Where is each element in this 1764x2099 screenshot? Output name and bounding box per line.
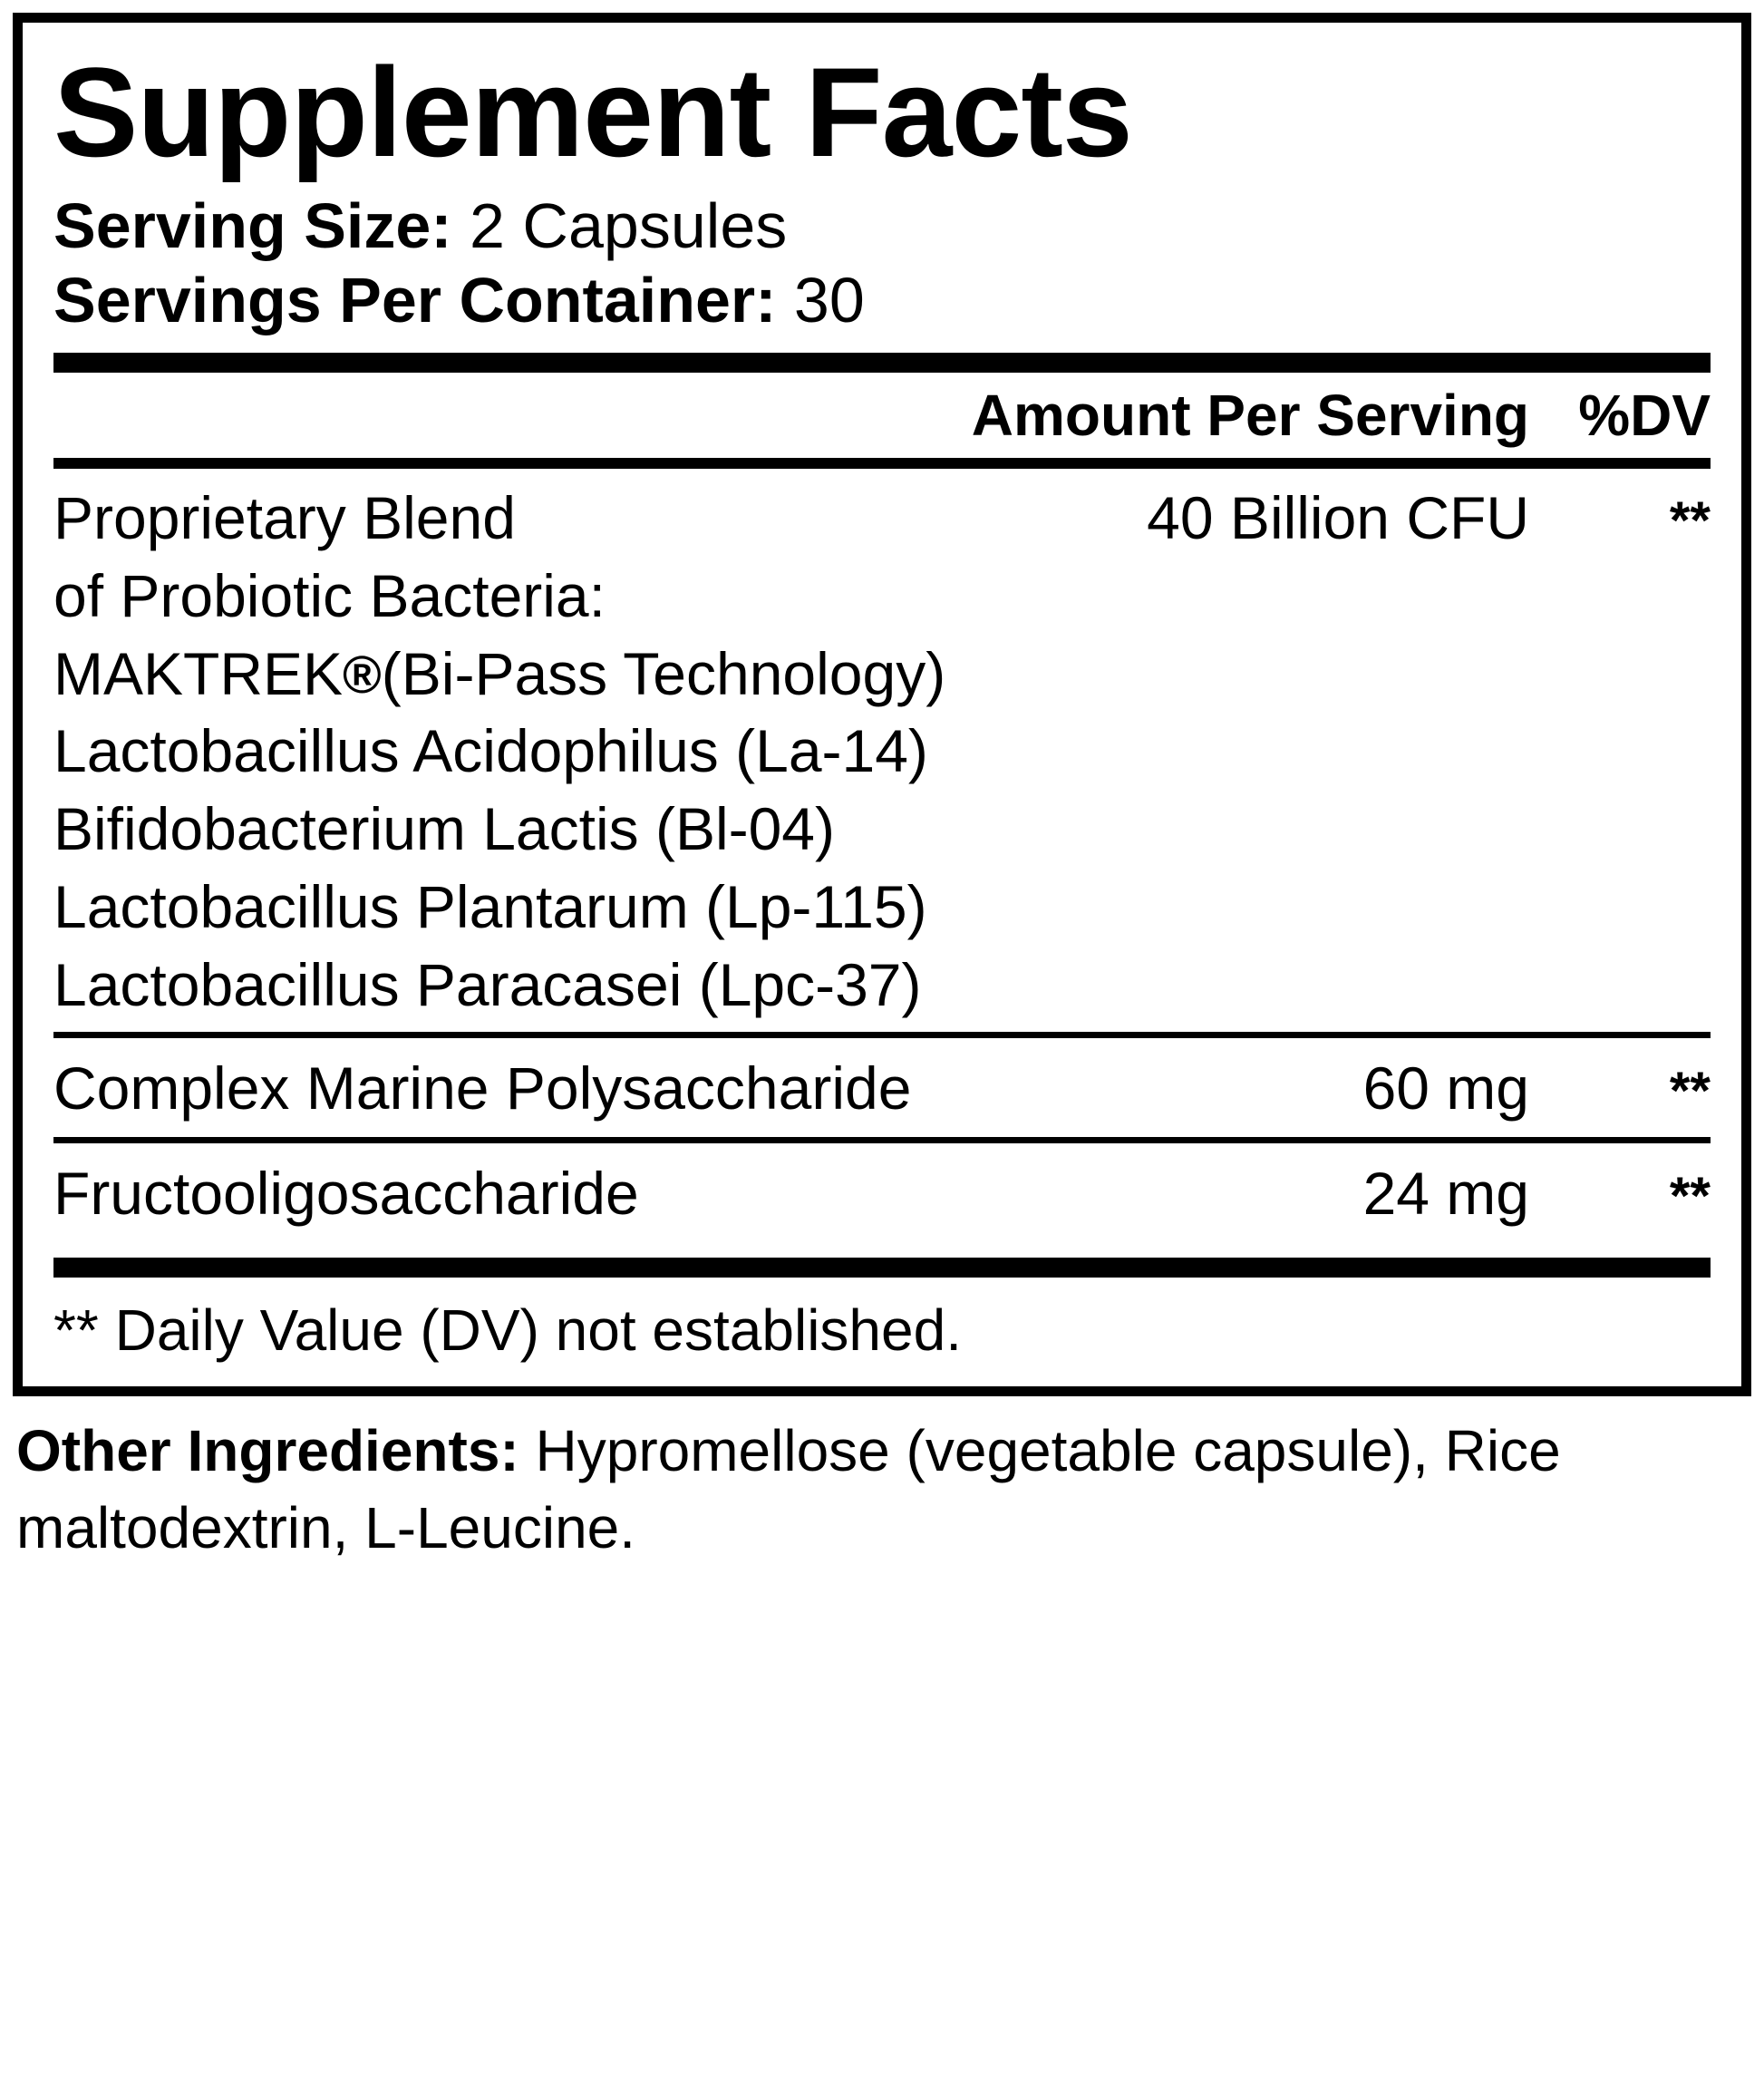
servings-per-container-line <box>53 263 1711 338</box>
supplement-facts-panel <box>13 13 1751 1396</box>
proprietary-blend-amount: 40 Billion CFU <box>1147 483 1529 551</box>
ingredient-dv: ** <box>1669 1061 1711 1121</box>
servings-per-container-value: 30 <box>793 265 865 336</box>
ingredient-amount: 24 mg <box>1362 1160 1529 1228</box>
other-ingredients-label: Other Ingredients: <box>16 1418 519 1484</box>
ingredient-row-fructooligosaccharide <box>53 1143 1711 1243</box>
strain-item-paracasei: Lactobacillus Paracasei (Lpc-37) <box>53 950 922 1018</box>
proprietary-blend-name-line2: of Probiotic Bacteria: <box>53 561 606 629</box>
serving-size-line <box>53 189 1711 264</box>
strain-suffix: (Bi-Pass Technology) <box>381 639 946 707</box>
other-ingredients <box>16 1413 1748 1567</box>
column-headers <box>53 373 1711 458</box>
strain-item-maktrek <box>53 636 1711 714</box>
ingredient-row-marine-polysaccharide <box>53 1038 1711 1138</box>
proprietary-blend-dv: ** <box>1669 491 1711 550</box>
serving-size-value: 2 Capsules <box>470 189 788 261</box>
other-ingredients-text: Hypromellose (vegetable capsule), Rice maltodextrin, L-Leucine. <box>16 1418 1561 1561</box>
panel-title: Supplement Facts <box>53 41 1132 183</box>
serving-size-label: Serving Size: <box>53 189 452 261</box>
proprietary-blend-row <box>53 480 1711 558</box>
proprietary-blend-block <box>53 469 1711 1032</box>
ingredient-amount: 60 mg <box>1362 1054 1529 1122</box>
proprietary-blend-name: Proprietary Blend <box>53 483 516 551</box>
strain-name: MAKTREK <box>53 639 344 707</box>
dv-header: %DV <box>1578 382 1711 448</box>
strain-item-acidophilus: Lactobacillus Acidophilus (La-14) <box>53 717 928 785</box>
divider-thick-top <box>53 353 1711 373</box>
amount-per-serving-header: Amount Per Serving <box>971 382 1529 448</box>
supplement-facts-label <box>0 13 1764 1567</box>
ingredient-name: Complex Marine Polysaccharide <box>53 1054 912 1122</box>
divider-under-headers <box>53 458 1711 469</box>
divider-above-fos <box>53 1137 1711 1143</box>
ingredient-name: Fructooligosaccharide <box>53 1160 639 1228</box>
divider-thick-bottom <box>53 1258 1711 1278</box>
registered-trademark-icon: ® <box>343 645 382 705</box>
ingredient-dv: ** <box>1669 1167 1711 1227</box>
daily-value-footnote: ** Daily Value (DV) not established. <box>53 1297 962 1364</box>
servings-per-container-label: Servings Per Container: <box>53 265 777 336</box>
strain-item-plantarum: Lactobacillus Plantarum (Lp-115) <box>53 872 927 940</box>
divider-above-marine <box>53 1032 1711 1038</box>
strain-item-lactis: Bifidobacterium Lactis (Bl-04) <box>53 795 835 863</box>
